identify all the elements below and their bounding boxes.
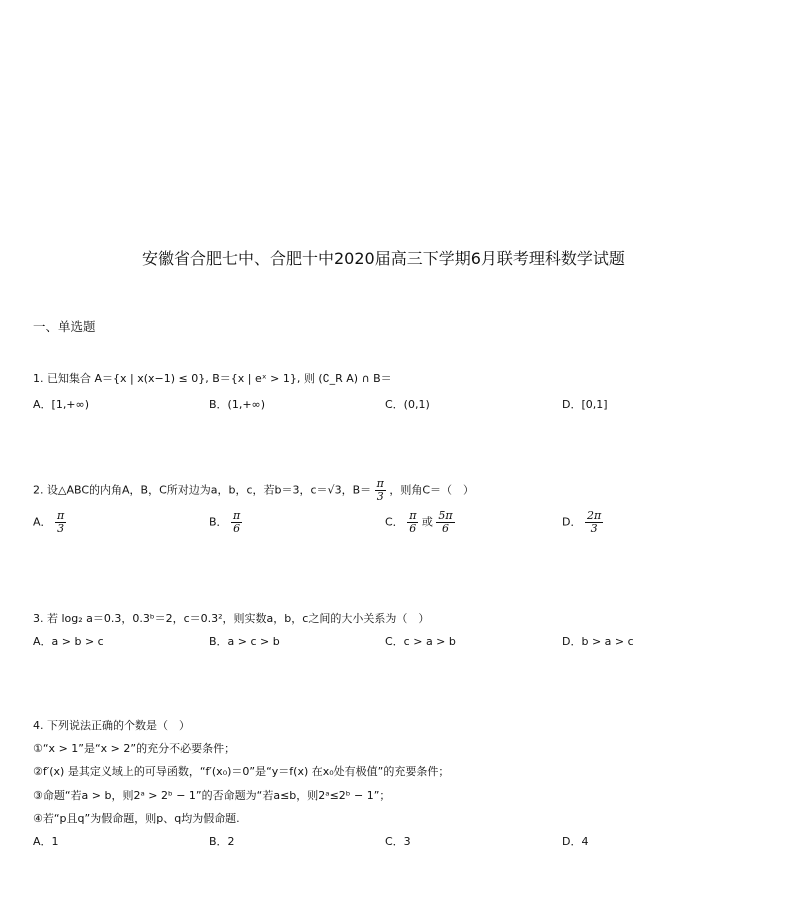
question-1-option-b: B．(1,+∞) (209, 398, 266, 411)
option-fraction-2 (436, 510, 454, 535)
fraction-numerator: π (409, 509, 417, 522)
question-4-option-d: D．4 (562, 835, 589, 848)
question-4-stem: 4. 下列说法正确的个数是（ ） (33, 719, 190, 732)
fraction-numerator: 5π (438, 509, 453, 522)
question-1-stem: 1. 已知集合 A＝{x | x(x−1) ≤ 0}, B＝{x | eˣ > 1}, 则 (∁_R A) ∩ B＝ (33, 372, 392, 385)
question-2-stem-pre: 2. 设△ABC的内角A，B，C所对边为a，b，c，若b＝3，c＝√3，B＝ (33, 483, 372, 497)
option-fraction (407, 510, 418, 535)
fraction-denominator: 3 (376, 490, 384, 504)
question-2-stem (33, 478, 474, 503)
option-label: C． (385, 515, 404, 529)
question-4-option-a: A．1 (33, 835, 59, 848)
option-connector: 或 (421, 515, 433, 529)
question-4-option-b: B．2 (209, 835, 235, 848)
question-1-option-c: C．(0,1) (385, 398, 430, 411)
fraction-denominator: 3 (57, 522, 65, 536)
fraction-denominator: 3 (590, 522, 598, 536)
question-2-option-d (562, 510, 603, 535)
question-4-statement-2: ②f′(x) 是其定义域上的可导函数，“f′(x₀)＝0”是“y＝f(x) 在x₀处有极值”的充要条件； (33, 765, 450, 778)
option-fraction (585, 510, 603, 535)
question-4-option-c: C．3 (385, 835, 411, 848)
question-2-stem-post: ，则角C＝（ ） (389, 483, 475, 497)
question-2-stem-fraction (375, 478, 386, 503)
option-fraction (55, 510, 66, 535)
option-label: D． (562, 515, 582, 529)
fraction-denominator: 6 (409, 522, 417, 536)
question-3-option-d: D．b > a > c (562, 635, 634, 648)
question-4-statement-4: ④若“p且q”为假命题，则p、q均为假命题. (33, 812, 240, 825)
question-4-statement-1: ①“x > 1”是“x > 2”的充分不必要条件； (33, 742, 236, 755)
question-3-option-b: B．a > c > b (209, 635, 280, 648)
question-2-option-a (33, 510, 66, 535)
question-1-option-a: A．[1,+∞) (33, 398, 89, 411)
option-label: A． (33, 515, 52, 529)
fraction-denominator: 6 (442, 522, 450, 536)
question-4-statement-3: ③命题“若a > b，则2ᵃ > 2ᵇ − 1”的否命题为“若a≤b，则2ᵃ≤2ᵇ − 1”； (33, 789, 391, 802)
fraction-denominator: 6 (233, 522, 241, 536)
question-2-option-b (209, 510, 242, 535)
page-title: 安徽省合肥七中、合肥十中2020届高三下学期6月联考理科数学试题 (142, 249, 625, 268)
fraction-numerator: π (376, 477, 384, 490)
question-3-stem: 3. 若 log₂ a＝0.3，0.3ᵇ＝2，c＝0.3²，则实数a，b，c之间的大小关系为（ ） (33, 612, 430, 625)
fraction-numerator: π (233, 509, 241, 522)
fraction-numerator: π (57, 509, 65, 522)
fraction-numerator: 2π (586, 509, 602, 522)
option-label: B． (209, 515, 228, 529)
question-3-option-c: C．c > a > b (385, 635, 456, 648)
option-fraction (231, 510, 242, 535)
section-heading: 一、单选题 (33, 319, 96, 334)
question-3-option-a: A．a > b > c (33, 635, 104, 648)
question-2-option-c (385, 510, 455, 535)
question-1-option-d: D．[0,1] (562, 398, 608, 411)
